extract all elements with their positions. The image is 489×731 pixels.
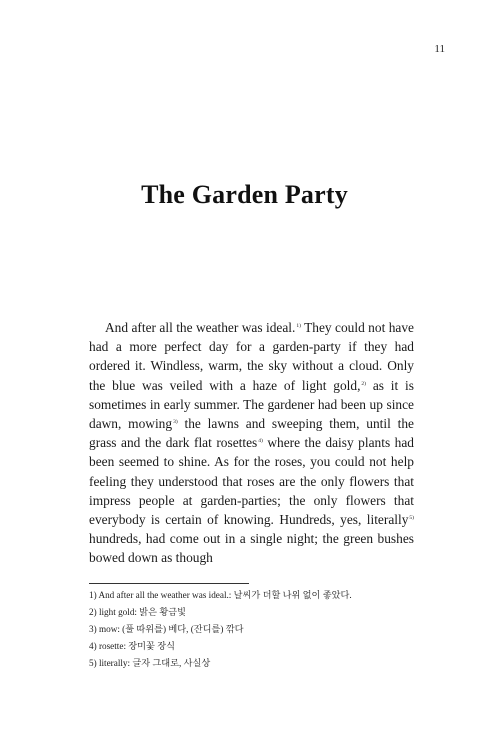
footnote-ref: 5) <box>409 515 414 522</box>
body-text-segment: And after all the weather was ideal. <box>105 320 296 335</box>
body-text-segment: where the daisy plants had been seemed to shine. As for the roses, you could not help feeling they understood that roses are the only flowers that impress people at garden-parties; the only flowers that everybody is certain of knowing. Hundreds, yes, literally <box>89 435 414 528</box>
footnote-item: 3) mow: (풀 따위를) 베다, (잔디를) 깎다 <box>89 624 244 634</box>
body-text-segment: hundreds, had come out in a single night; the green bushes bowed down as though <box>89 531 414 566</box>
footnote-item: 2) light gold: 밝은 황금빛 <box>89 607 186 617</box>
body-text-segment: They could not have had a more perfect day for a garden-party if they had ordered it. Windless, warm, the sky without a cloud. Only the blue was veiled with a haze of light gold, <box>89 320 414 393</box>
footnote-item: 5) literally: 글자 그대로, 사실상 <box>89 658 211 668</box>
footnote-item: 4) rosette: 장미꽃 장식 <box>89 641 175 651</box>
page-number: 11 <box>434 43 445 55</box>
chapter-title: The Garden Party <box>141 180 348 209</box>
footnote-list <box>89 587 419 672</box>
footnote-ref: 2) <box>361 380 367 387</box>
footnote-ref: 1) <box>296 323 301 329</box>
footnote-ref: 3) <box>173 419 178 426</box>
footnote-ref: 4) <box>258 438 263 445</box>
body-paragraph <box>89 318 414 568</box>
footnote-divider <box>89 583 249 584</box>
body-text-segment: the lawns and sweeping them, until the grass and the dark flat rosettes <box>89 416 414 451</box>
body-text-segment: as it is sometimes in early summer. The gardener had been up since dawn, mowing <box>89 377 414 432</box>
footnote-item: 1) And after all the weather was ideal.: 날씨가 더할 나위 없이 좋았다. <box>89 590 352 600</box>
